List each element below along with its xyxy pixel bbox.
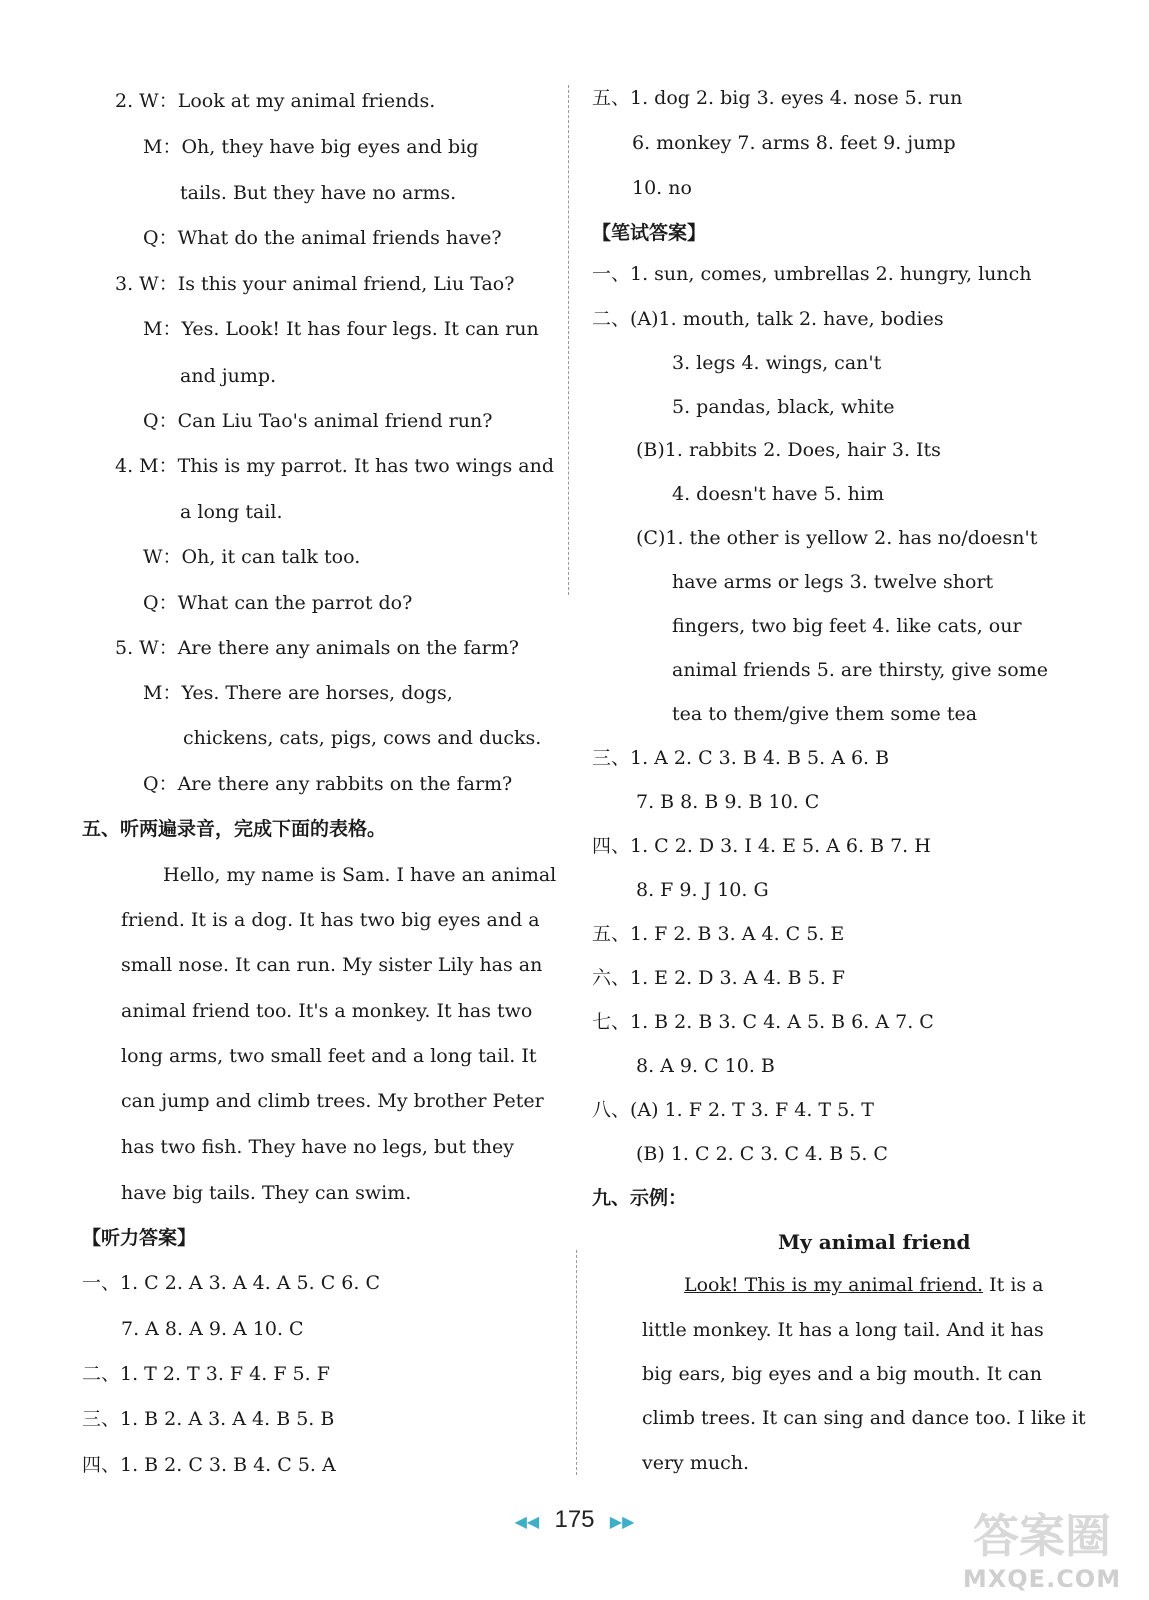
essay-first-line-rest: It is a bbox=[983, 1274, 1044, 1296]
right-line: 五、1. dog 2. big 3. eyes 4. nose 5. run bbox=[592, 87, 963, 109]
right-line: 6. monkey 7. arms 8. feet 9. jump bbox=[632, 132, 956, 154]
right-line: fingers, two big feet 4. like cats, our bbox=[672, 615, 1022, 637]
left-line: 【听力答案】 bbox=[82, 1227, 197, 1249]
left-line: a long tail. bbox=[180, 501, 283, 523]
left-line: 二、1. T 2. T 3. F 4. F 5. F bbox=[82, 1363, 330, 1385]
right-line: 8. A 9. C 10. B bbox=[636, 1055, 775, 1077]
right-line: have arms or legs 3. twelve short bbox=[672, 571, 994, 593]
essay-line: very much. bbox=[642, 1452, 750, 1474]
right-line: 8. F 9. J 10. G bbox=[636, 879, 769, 901]
essay-first-line bbox=[684, 1272, 1044, 1298]
left-line: and jump. bbox=[180, 365, 277, 387]
left-line: 7. A 8. A 9. A 10. C bbox=[121, 1318, 304, 1340]
left-line: 三、1. B 2. A 3. A 4. B 5. B bbox=[82, 1408, 335, 1430]
essay-line: climb trees. It can sing and dance too. I like it bbox=[642, 1407, 1086, 1429]
next-page-icon[interactable]: ▶▶ bbox=[609, 1514, 635, 1531]
left-line: 4. M：This is my parrot. It has two wings and bbox=[115, 455, 555, 477]
left-line: M：Yes. There are horses, dogs, bbox=[143, 682, 453, 704]
left-line: tails. But they have no arms. bbox=[180, 182, 457, 204]
column-divider bbox=[568, 85, 569, 595]
left-line: have big tails. They can swim. bbox=[121, 1182, 412, 1204]
left-line: M：Oh, they have big eyes and big bbox=[143, 136, 479, 158]
left-line: Q：Are there any rabbits on the farm? bbox=[143, 773, 513, 795]
right-line: 四、1. C 2. D 3. I 4. E 5. A 6. B 7. H bbox=[592, 835, 931, 857]
right-line: tea to them/give them some tea bbox=[672, 703, 978, 725]
watermark bbox=[957, 1500, 1127, 1595]
left-line: 2. W：Look at my animal friends. bbox=[115, 90, 436, 112]
page-number: 175 bbox=[554, 1506, 595, 1533]
left-line: Q：What do the animal friends have? bbox=[143, 227, 502, 249]
right-line: animal friends 5. are thirsty, give some bbox=[672, 659, 1049, 681]
left-line: Q：What can the parrot do? bbox=[143, 592, 413, 614]
right-line: 5. pandas, black, white bbox=[672, 396, 895, 418]
left-line: M：Yes. Look! It has four legs. It can run bbox=[143, 318, 539, 340]
left-line: small nose. It can run. My sister Lily has an bbox=[121, 954, 543, 976]
right-line: 三、1. A 2. C 3. B 4. B 5. A 6. B bbox=[592, 747, 890, 769]
right-line: 7. B 8. B 9. B 10. C bbox=[636, 791, 820, 813]
right-line: 【笔试答案】 bbox=[592, 222, 707, 244]
left-line: Hello, my name is Sam. I have an animal bbox=[163, 864, 557, 886]
left-line: 四、1. B 2. C 3. B 4. C 5. A bbox=[82, 1454, 336, 1476]
right-line: 二、(A)1. mouth, talk 2. have, bodies bbox=[592, 308, 944, 330]
left-line: 五、听两遍录音，完成下面的表格。 bbox=[82, 818, 387, 840]
left-line: W：Oh, it can talk too. bbox=[143, 546, 361, 568]
left-line: 5. W：Are there any animals on the farm? bbox=[115, 637, 519, 659]
essay-underlined-text: Look! This is my animal friend. bbox=[684, 1274, 984, 1296]
essay-line: little monkey. It has a long tail. And it has bbox=[642, 1319, 1044, 1341]
right-line: 4. doesn't have 5. him bbox=[672, 483, 884, 505]
left-line: 3. W：Is this your animal friend, Liu Tao? bbox=[115, 273, 515, 295]
column-divider-lower bbox=[576, 1250, 577, 1475]
watermark-logo: 答案圈 bbox=[973, 1509, 1111, 1563]
right-line: 六、1. E 2. D 3. A 4. B 5. F bbox=[592, 967, 845, 989]
left-line: long arms, two small feet and a long tail. It bbox=[121, 1045, 537, 1067]
left-line: can jump and climb trees. My brother Peter bbox=[121, 1090, 544, 1112]
right-line: (C)1. the other is yellow 2. has no/doesn't bbox=[636, 527, 1038, 549]
left-line: Q：Can Liu Tao's animal friend run? bbox=[143, 410, 493, 432]
essay-line: big ears, big eyes and a big mouth. It can bbox=[642, 1363, 1042, 1385]
left-line: animal friend too. It's a monkey. It has two bbox=[121, 1000, 533, 1022]
left-line: friend. It is a dog. It has two big eyes and a bbox=[121, 909, 540, 931]
right-line: (B) 1. C 2. C 3. C 4. B 5. C bbox=[636, 1143, 888, 1165]
essay-title: My animal friend bbox=[778, 1230, 971, 1254]
right-line: (B)1. rabbits 2. Does, hair 3. Its bbox=[636, 439, 941, 461]
left-line: chickens, cats, pigs, cows and ducks. bbox=[183, 727, 542, 749]
left-line: 一、1. C 2. A 3. A 4. A 5. C 6. C bbox=[82, 1272, 380, 1294]
right-line: 10. no bbox=[632, 177, 692, 199]
watermark-site: MXQE.COM bbox=[962, 1565, 1122, 1593]
left-line: has two fish. They have no legs, but they bbox=[121, 1136, 514, 1158]
right-line: 一、1. sun, comes, umbrellas 2. hungry, lunch bbox=[592, 263, 1032, 285]
right-line: 九、示例： bbox=[592, 1187, 688, 1209]
right-line: 五、1. F 2. B 3. A 4. C 5. E bbox=[592, 923, 845, 945]
right-line: 3. legs 4. wings, can't bbox=[672, 352, 882, 374]
prev-page-icon[interactable]: ◀◀ bbox=[514, 1514, 540, 1531]
right-line: 七、1. B 2. B 3. C 4. A 5. B 6. A 7. C bbox=[592, 1011, 934, 1033]
right-line: 八、(A) 1. F 2. T 3. F 4. T 5. T bbox=[592, 1099, 874, 1121]
